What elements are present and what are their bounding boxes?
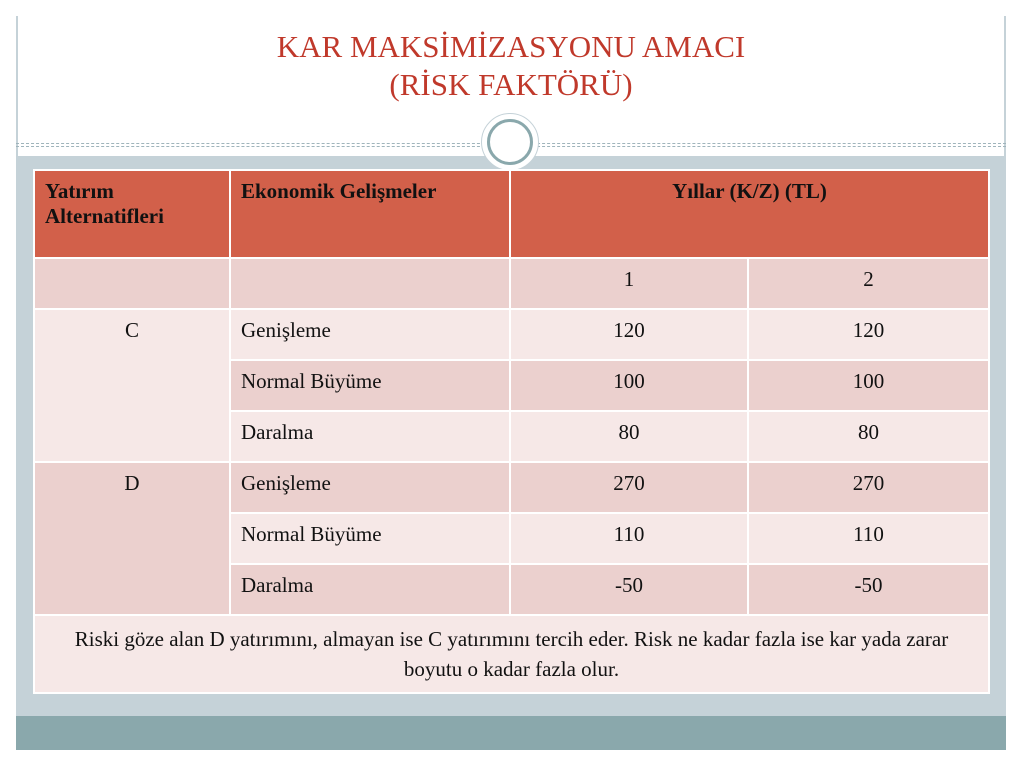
slide [16, 16, 1006, 750]
value-year-1: -50 [510, 564, 748, 615]
value-year-1: 270 [510, 462, 748, 513]
title-line-1: KAR MAKSİMİZASYONU AMACI [276, 29, 746, 64]
year-1-label: 1 [510, 258, 748, 309]
value-year-2: 100 [748, 360, 989, 411]
development-cell: Daralma [230, 411, 510, 462]
note-row [34, 615, 989, 693]
table-row [34, 462, 989, 513]
value-year-1: 80 [510, 411, 748, 462]
empty-cell [34, 258, 230, 309]
value-year-1: 110 [510, 513, 748, 564]
conclusion-note: Riski göze alan D yatırımını, almayan ise C yatırımını tercih eder. Risk ne kadar fazla ise kar yada zarar boyutu o kadar fazla olur. [34, 615, 989, 693]
table-row [34, 309, 989, 360]
table-header-row [34, 170, 989, 258]
value-year-2: -50 [748, 564, 989, 615]
years-row [34, 258, 989, 309]
header-years: Yıllar (K/Z) (TL) [510, 170, 989, 258]
development-cell: Normal Büyüme [230, 360, 510, 411]
development-cell: Genişleme [230, 309, 510, 360]
value-year-1: 120 [510, 309, 748, 360]
alternative-c: C [34, 309, 230, 462]
empty-cell [230, 258, 510, 309]
value-year-2: 120 [748, 309, 989, 360]
slide-footer-bar [16, 716, 1006, 750]
value-year-2: 270 [748, 462, 989, 513]
header-economic-developments: Ekonomik Gelişmeler [230, 170, 510, 258]
header-investment-alternatives: Yatırım Alternatifleri [34, 170, 230, 258]
title-line-2: (RİSK FAKTÖRÜ) [389, 67, 633, 102]
development-cell: Genişleme [230, 462, 510, 513]
value-year-2: 110 [748, 513, 989, 564]
slide-title [18, 28, 1004, 104]
year-2-label: 2 [748, 258, 989, 309]
decorative-ring-icon [487, 119, 533, 165]
development-cell: Normal Büyüme [230, 513, 510, 564]
alternative-d: D [34, 462, 230, 615]
risk-table [33, 169, 990, 694]
development-cell: Daralma [230, 564, 510, 615]
value-year-1: 100 [510, 360, 748, 411]
value-year-2: 80 [748, 411, 989, 462]
